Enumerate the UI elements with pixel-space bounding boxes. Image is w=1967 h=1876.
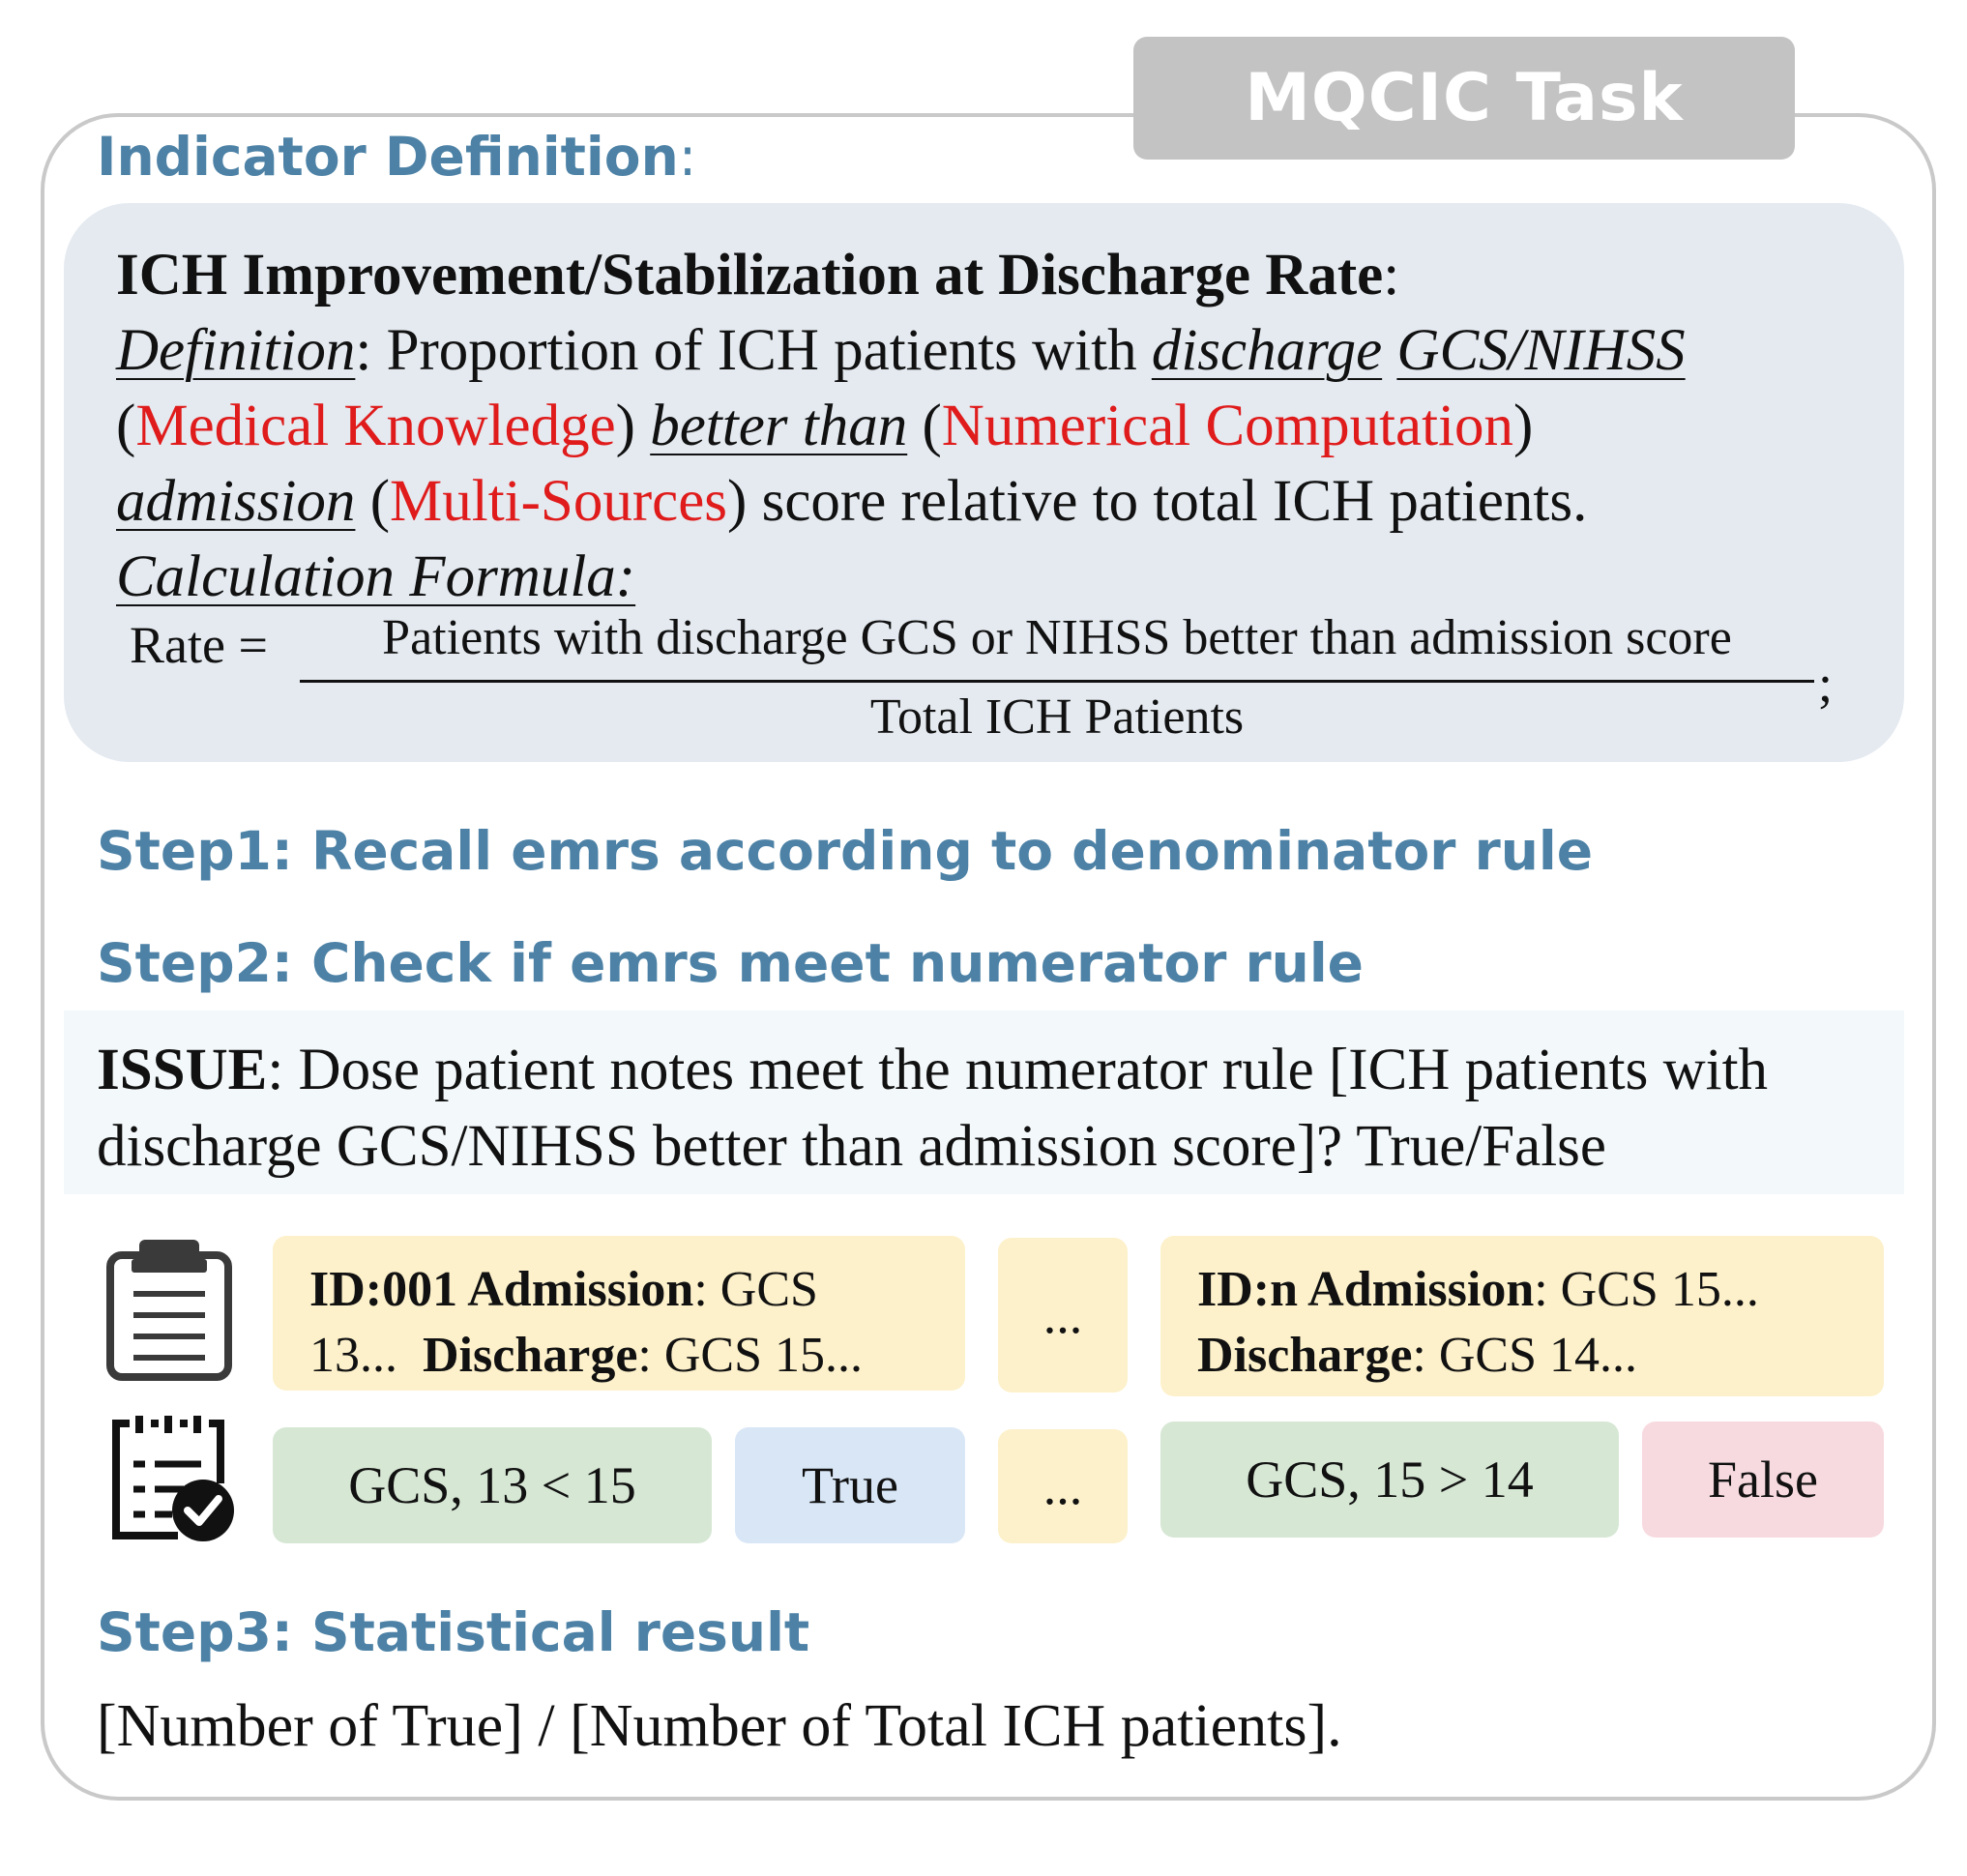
definition-label: Definition xyxy=(116,318,356,383)
result-true-badge: True xyxy=(735,1427,965,1543)
task-tab: MQCIC Task xyxy=(1133,37,1795,160)
formula-semicolon: ; xyxy=(1818,655,1834,713)
medical-knowledge-tag: Medical Knowledge xyxy=(135,394,616,458)
record-001-admission-value: : GCS xyxy=(693,1262,818,1317)
clipboard-icon xyxy=(104,1234,234,1383)
result-false-badge: False xyxy=(1642,1422,1884,1538)
record-001-discharge-label: Discharge xyxy=(423,1328,638,1383)
fraction-bar xyxy=(300,680,1814,683)
record-n-discharge-value: : GCS 14... xyxy=(1412,1328,1638,1383)
formula-label: Calculation Formula: xyxy=(116,544,636,609)
definition-line-1 xyxy=(116,317,1686,385)
record-n-discharge-label: Discharge xyxy=(1197,1328,1413,1383)
numerical-computation-tag: Numerical Computation xyxy=(941,394,1514,458)
formula-numerator: Patients with discharge GCS or NIHSS better than admission score xyxy=(382,610,1732,665)
step2-heading: Step2: Check if emrs meet numerator rule xyxy=(97,932,1364,994)
issue-label: ISSUE xyxy=(97,1038,268,1102)
formula-denominator: Total ICH Patients xyxy=(869,689,1245,745)
record-001-discharge-value: : GCS 15... xyxy=(637,1328,864,1383)
step3-heading: Step3: Statistical result xyxy=(97,1601,810,1663)
indicator-heading-text: Indicator Definition xyxy=(97,126,679,188)
issue-text xyxy=(97,1032,1895,1185)
definition-line-2: (Medical Knowledge) better than (Numerical Computation) xyxy=(116,394,1534,458)
discharge-term: discharge xyxy=(1151,318,1383,383)
record-001-text xyxy=(309,1257,863,1389)
record-001-id-admission: ID:001 Admission xyxy=(309,1262,694,1317)
check-ellipsis-card: ... xyxy=(998,1429,1128,1543)
admission-term: admission xyxy=(116,469,356,534)
record-ellipsis-card: ... xyxy=(998,1238,1128,1392)
indicator-name: ICH Improvement/Stabilization at Discharge Rate xyxy=(116,243,1384,308)
checklist-check-icon xyxy=(108,1412,238,1545)
record-n-admission-value: : GCS 15... xyxy=(1534,1262,1759,1317)
better-than-term: better than xyxy=(650,394,908,458)
step1-heading: Step1: Recall emrs according to denominator rule xyxy=(97,820,1594,882)
rate-label: Rate = xyxy=(130,616,268,674)
indicator-heading xyxy=(97,126,696,188)
statistical-result: [Number of True] / [Number of Total ICH patients]. xyxy=(97,1693,1342,1759)
record-001-admission-cont: 13... xyxy=(309,1328,397,1383)
compare-card-001: GCS, 13 < 15 xyxy=(273,1427,712,1543)
gcs-nihss-term: GCS/NIHSS xyxy=(1396,318,1686,383)
compare-card-n: GCS, 15 > 14 xyxy=(1160,1422,1619,1538)
indicator-name-line: ICH Improvement/Stabilization at Discharge Rate: xyxy=(116,243,1400,308)
indicator-heading-colon: : xyxy=(678,126,697,188)
record-n-id-admission: ID:n Admission xyxy=(1197,1262,1535,1317)
definition-line-3: admission (Multi-Sources) score relative to total ICH patients. xyxy=(116,469,1588,534)
definition-end: ) score relative to total ICH patients. xyxy=(727,469,1588,534)
record-n-text xyxy=(1197,1257,1759,1389)
definition-part1: : Proportion of ICH patients with xyxy=(355,318,1152,383)
multi-sources-tag: Multi-Sources xyxy=(390,469,728,534)
issue-body: : Dose patient notes meet the numerator rule [ICH patients with discharge GCS/NIHSS better than admission score]? True/False xyxy=(97,1038,1769,1179)
